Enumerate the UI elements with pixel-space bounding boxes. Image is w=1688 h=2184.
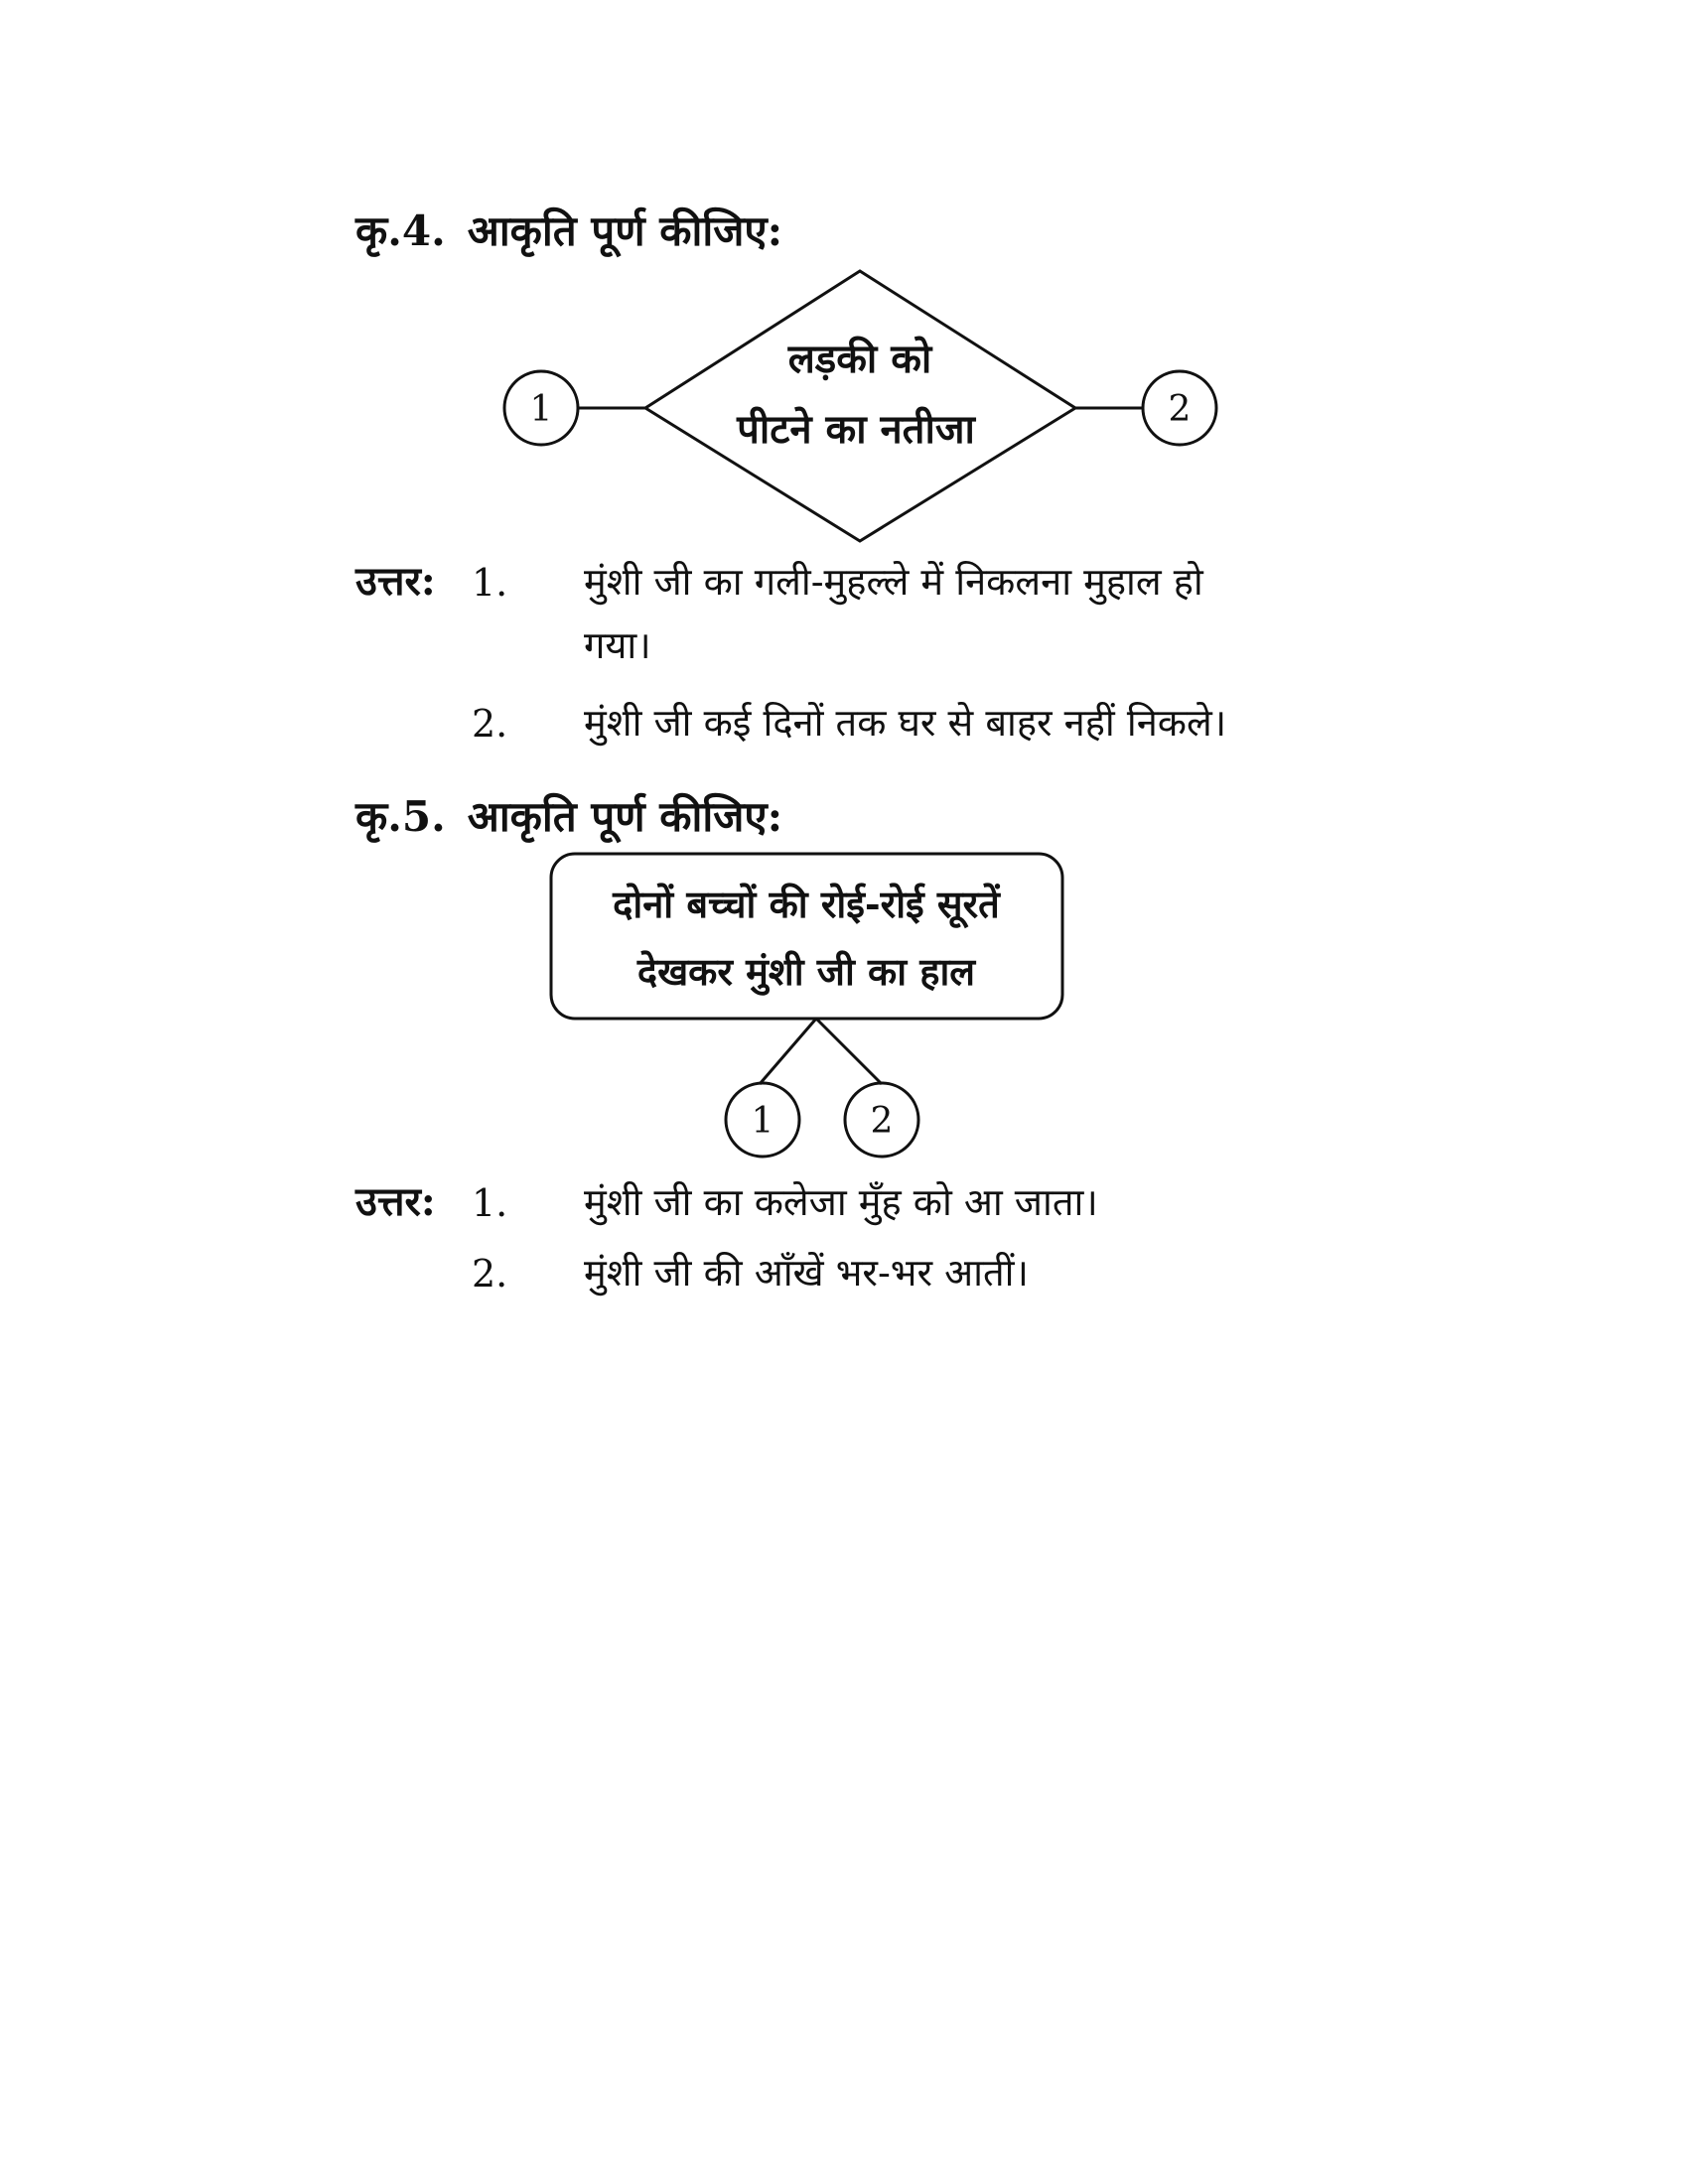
q5-connector-2: [816, 1019, 882, 1084]
q5-node-2-label: 2: [870, 1101, 894, 1142]
q4-answer-1-line-2: गया।: [584, 623, 651, 667]
q5-answer-label: उत्तर:: [355, 1178, 436, 1225]
q5-node-2: [845, 1083, 918, 1157]
q4-center-line-1: लड़की को: [787, 336, 932, 382]
q4-answer-1-number: 1.: [472, 561, 508, 605]
q4-diamond: [645, 271, 1075, 541]
q4-node-2-label: 2: [1168, 389, 1192, 430]
q5-node-1: [726, 1083, 799, 1157]
q4-answer-label: उत्तर:: [355, 558, 436, 605]
q4-answer-1-line-1: मुंशी जी का गली-मुहल्ले में निकलना मुहाल हो: [584, 560, 1203, 604]
q5-instruction: आकृति पूर्ण कीजिए:: [467, 792, 783, 841]
q5-answer-2-number: 2.: [472, 1252, 508, 1296]
q4-node-1: [504, 371, 578, 445]
q4-node-1-label: 1: [529, 389, 553, 430]
q5-heading: [355, 792, 783, 841]
q5-answer-1-number: 1.: [472, 1181, 508, 1225]
q5-center-line-2: देखकर मुंशी जी का हाल: [636, 949, 976, 994]
q4-heading: [355, 206, 783, 255]
q5-connector-1: [760, 1019, 816, 1084]
q4-answer-2-number: 2.: [472, 702, 508, 746]
q5-answer-2-text: मुंशी जी की आँखें भर-भर आतीं।: [584, 1251, 1029, 1295]
q4-center-line-2: पीटने का नतीजा: [737, 406, 975, 453]
q5-number: कृ.5.: [355, 792, 446, 841]
q4-instruction: आकृति पूर्ण कीजिए:: [467, 206, 783, 255]
q4-answer-1-text: [584, 550, 1203, 677]
q4-answer-2-text: मुंशी जी कई दिनों तक घर से बाहर नहीं निकले।: [584, 701, 1227, 745]
q4-number: कृ.4.: [355, 206, 446, 255]
q5-box: [551, 854, 1062, 1019]
q5-center-line-1: दोनों बच्चों की रोई-रोई सूरतें: [613, 882, 1000, 926]
q4-node-2: [1143, 371, 1216, 445]
q5-answer-1-text: मुंशी जी का कलेजा मुँह को आ जाता।: [584, 1180, 1098, 1224]
q5-node-1-label: 1: [751, 1101, 774, 1142]
